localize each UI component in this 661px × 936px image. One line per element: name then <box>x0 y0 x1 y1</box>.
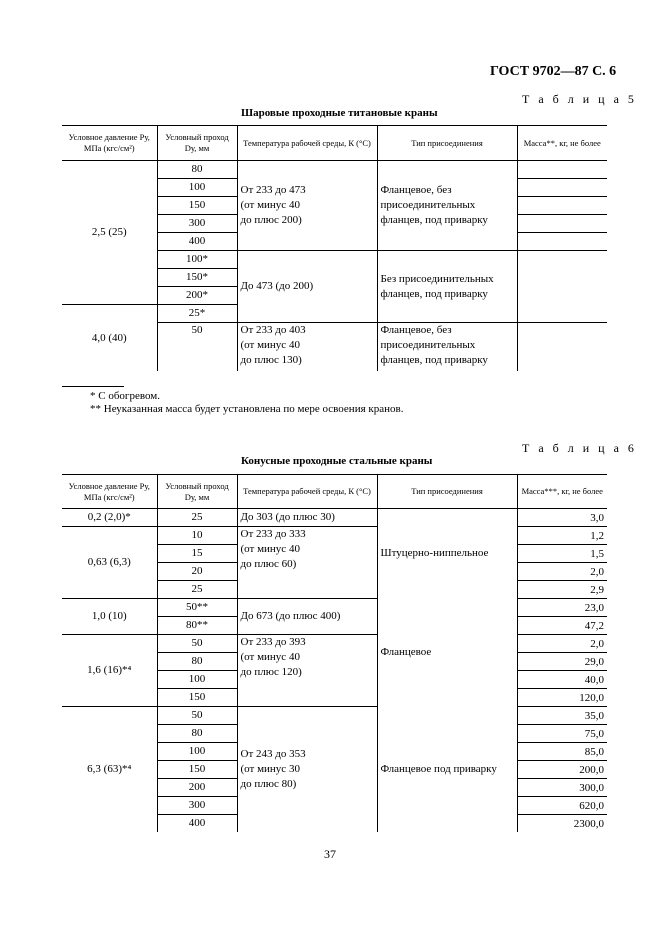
table6-temp: От 233 до 393 (от минус 40 до плюс 120) <box>237 635 377 707</box>
table6-dn: 80 <box>157 725 237 743</box>
table6-dn: 400 <box>157 815 237 833</box>
table-row <box>62 509 607 527</box>
table6-temp: От 233 до 333 (от минус 40 до плюс 60) <box>237 527 377 599</box>
table5-mass <box>517 233 607 251</box>
table6-pressure: 1,0 (10) <box>62 599 157 635</box>
page-number: 37 <box>324 847 336 861</box>
table5-mass <box>517 323 607 372</box>
footnote-divider <box>62 386 124 387</box>
table6-col-temp: Температура рабочей среды, К (°С) <box>237 475 377 509</box>
table6-mass: 2,9 <box>517 581 607 599</box>
table5-col-pressure: Условное давление Pу, МПа (кгс/см²) <box>62 126 157 161</box>
table-row <box>62 707 607 725</box>
table6-pressure: 0,63 (6,3) <box>62 527 157 599</box>
table6-mass: 35,0 <box>517 707 607 725</box>
table5-dn: 150 <box>157 197 237 215</box>
table5-pressure: 2,5 (25) <box>62 161 157 305</box>
table6-mass: 75,0 <box>517 725 607 743</box>
table6-mass: 23,0 <box>517 599 607 617</box>
table-row <box>62 599 607 617</box>
table6-pressure: 6,3 (63)*⁴ <box>87 763 132 775</box>
table6-mass: 1,2 <box>517 527 607 545</box>
table5-col-conn: Тип присоединения <box>377 126 517 161</box>
table5-col-temp: Температура рабочей среды, К (°С) <box>237 126 377 161</box>
table6-pressure: 1,6 (16)*⁴ <box>62 635 157 707</box>
table6-mass: 40,0 <box>517 671 607 689</box>
table5-conn: Фланцевое, без присоединительных фланцев, под приварку <box>377 161 517 251</box>
table5-temp: От 233 до 473 (от минус 40 до плюс 200) <box>237 161 377 251</box>
table5-dn: 100 <box>157 179 237 197</box>
table5-mass <box>517 215 607 233</box>
doc-header: ГОСТ 9702—87 С. 6 <box>490 64 617 79</box>
table6-dn: 100 <box>157 671 237 689</box>
table6-col-conn: Тип присоединения <box>377 475 517 509</box>
table5-col-dn: Условный проход Dу, мм <box>157 126 237 161</box>
table6-dn: 300 <box>157 797 237 815</box>
footnote-1: * С обогревом. <box>90 390 160 402</box>
table6-dn: 80** <box>157 617 237 635</box>
table6-dn: 150 <box>157 689 237 707</box>
table6-col-pressure: Условное давление Pу, МПа (кгс/см²) <box>62 475 157 509</box>
table5-dn: 150* <box>157 269 237 287</box>
table6-conn: Штуцерно-ниппельное <box>377 509 517 599</box>
table5-dn: 200* <box>157 287 237 305</box>
table5-label: Т а б л и ц а 5 <box>522 92 637 106</box>
table5-pressure: 4,0 (40) <box>91 331 127 344</box>
table6-dn: 50** <box>157 599 237 617</box>
table6-mass: 85,0 <box>517 743 607 761</box>
table5-title: Шаровые проходные титановые краны <box>241 107 438 119</box>
table-row <box>62 527 607 545</box>
table6-temp: От 243 до 353 (от минус 30 до плюс 80) <box>240 748 306 790</box>
table6-mass: 2,0 <box>517 563 607 581</box>
table6-mass: 3,0 <box>517 509 607 527</box>
table6-mass: 300,0 <box>517 779 607 797</box>
table6-dn: 25 <box>157 509 237 527</box>
table6-dn: 80 <box>157 653 237 671</box>
table5-temp: До 473 (до 200) <box>237 251 377 323</box>
table6-dn: 200 <box>157 779 237 797</box>
table6-pressure: 0,2 (2,0)* <box>62 509 157 527</box>
table6-temp: До 303 (до плюс 30) <box>237 509 377 527</box>
table6-dn: 50 <box>157 635 237 653</box>
table6-mass: 120,0 <box>517 689 607 707</box>
table-row <box>62 635 607 653</box>
table6-mass: 620,0 <box>517 797 607 815</box>
table5-mass <box>517 197 607 215</box>
table5-mass <box>517 161 607 179</box>
table5-mass <box>517 179 607 197</box>
table6-mass: 200,0 <box>517 761 607 779</box>
table6-mass: 2300,0 <box>573 818 604 830</box>
table6-dn: 20 <box>157 563 237 581</box>
table6-col-mass: Масса***, кг, не более <box>517 475 607 509</box>
table5-dn: 50 <box>157 323 237 372</box>
table5 <box>62 125 607 371</box>
table-row <box>62 161 607 179</box>
table5-col-mass: Масса**, кг, не более <box>517 126 607 161</box>
table6-mass: 29,0 <box>517 653 607 671</box>
table5-dn: 100* <box>157 251 237 269</box>
table6-col-dn: Условный проход Dу, мм <box>157 475 237 509</box>
footnote-2: ** Неуказанная масса будет установлена по мере освоения кранов. <box>90 403 404 415</box>
table5-dn: 25* <box>157 305 237 323</box>
table6-mass: 2,0 <box>517 635 607 653</box>
table5-temp: От 233 до 403 (от минус 40 до плюс 130) <box>240 324 306 366</box>
table6-dn: 25 <box>157 581 237 599</box>
table6-mass: 1,5 <box>517 545 607 563</box>
table6-conn: Фланцевое <box>377 599 517 707</box>
table6-dn: 15 <box>157 545 237 563</box>
table6-temp: До 673 (до плюс 400) <box>237 599 377 635</box>
table6-dn: 100 <box>157 743 237 761</box>
table5-dn: 400 <box>157 233 237 251</box>
table5-conn: Без присоединительных фланцев, под приварку <box>377 251 517 323</box>
table6-mass: 47,2 <box>517 617 607 635</box>
table5-dn: 300 <box>157 215 237 233</box>
table5-dn: 80 <box>157 161 237 179</box>
table6-dn: 150 <box>157 761 237 779</box>
table6-dn: 50 <box>157 707 237 725</box>
table6 <box>62 474 607 832</box>
table6-label: Т а б л и ц а 6 <box>522 441 637 455</box>
table6-dn: 10 <box>157 527 237 545</box>
table6-conn: Фланцевое под приварку <box>377 707 517 833</box>
table5-mass <box>517 251 607 323</box>
table6-title: Конусные проходные стальные краны <box>241 455 433 467</box>
table5-conn: Фланцевое, без присоединительных фланцев, под приварку <box>377 323 517 372</box>
